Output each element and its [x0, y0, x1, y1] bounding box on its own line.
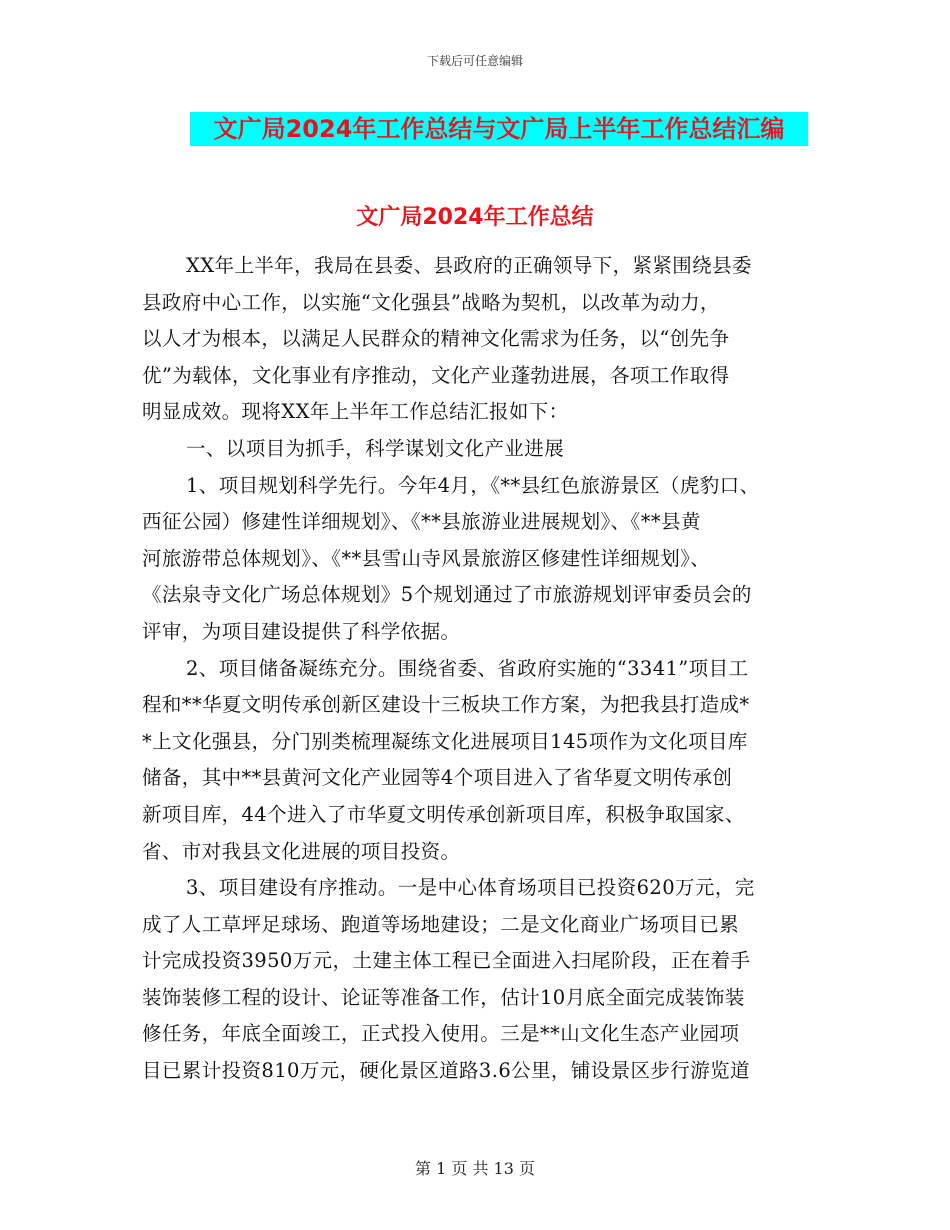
text-line: *上文化强县，分门别类梳理凝练文化进展项目145项作为文化项目库 — [142, 729, 748, 753]
text-line: 新项目库，44个进入了市华夏文明传承创新项目库，积极争取国家、 — [142, 802, 745, 826]
text-line: 优”为载体，文化事业有序推动，文化产业蓬勃进展，各项工作取得 — [142, 363, 730, 387]
text-line: 西征公园）修建性详细规划》、《**县旅游业进展规划》、《**县黄 — [142, 510, 701, 534]
text-line: 3、项目建设有序推动。一是中心体育场项目已投资620万元，完 — [186, 876, 755, 900]
text-line: 评审，为项目建设提供了科学依据。 — [142, 619, 461, 643]
text-line: 储备，其中**县黄河文化产业园等4个项目进入了省华夏文明传承创 — [142, 766, 733, 790]
text-line: 河旅游带总体规划》、《**县雪山寺风景旅游区修建性详细规划》、 — [142, 546, 711, 570]
text-line: 一、以项目为抓手，科学谋划文化产业进展 — [186, 436, 565, 460]
page-header: 下载后可任意编辑 — [426, 54, 523, 68]
section-title: 文广局2024年工作总结 — [356, 205, 594, 230]
text-line: 2、项目储备凝练充分。围绕省委、省政府实施的“3341”项目工 — [186, 656, 749, 680]
text-line: 修任务，年底全面竣工，正式投入使用。三是**山文化生态产业园项 — [142, 1022, 740, 1046]
text-line: 计完成投资3950万元，土建主体工程已全面进入扫尾阶段，正在着手 — [142, 949, 751, 973]
page-number: 第 1 页 共 13 页 — [415, 1159, 535, 1178]
text-line: 县政府中心工作，以实施“文化强县”战略为契机，以改革为动力， — [142, 290, 720, 314]
body-text — [142, 248, 814, 1090]
text-line: 1、项目规划科学先行。今年4月，《**县红色旅游景区（虎豹口、 — [186, 473, 760, 497]
text-line: 明显成效。现将XX年上半年工作总结汇报如下： — [142, 400, 569, 424]
text-line: 省、市对我县文化进展的项目投资。 — [142, 839, 461, 863]
text-line: 《法泉寺文化广场总体规划》5个规划通过了市旅游规划评审委员会的 — [142, 583, 752, 607]
text-line: XX年上半年，我局在县委、县政府的正确领导下，紧紧围绕县委 — [186, 254, 752, 277]
document-title: 文广局2024年工作总结与文广局上半年工作总结汇编 — [190, 112, 808, 146]
text-line: 目已累计投资810万元，硬化景区道路3.6公里，铺设景区步行游览道 — [142, 1059, 750, 1083]
text-line: 程和**华夏文明传承创新区建设十三板块工作方案，为把我县打造成* — [142, 693, 750, 717]
text-line: 装饰装修工程的设计、论证等准备工作，估计10月底全面完成装饰装 — [142, 985, 745, 1009]
text-line: 成了人工草坪足球场、跑道等场地建设；二是文化商业广场项目已累 — [142, 912, 740, 936]
text-line: 以人才为根本，以满足人民群众的精神文化需求为任务，以“创先争 — [142, 327, 730, 351]
